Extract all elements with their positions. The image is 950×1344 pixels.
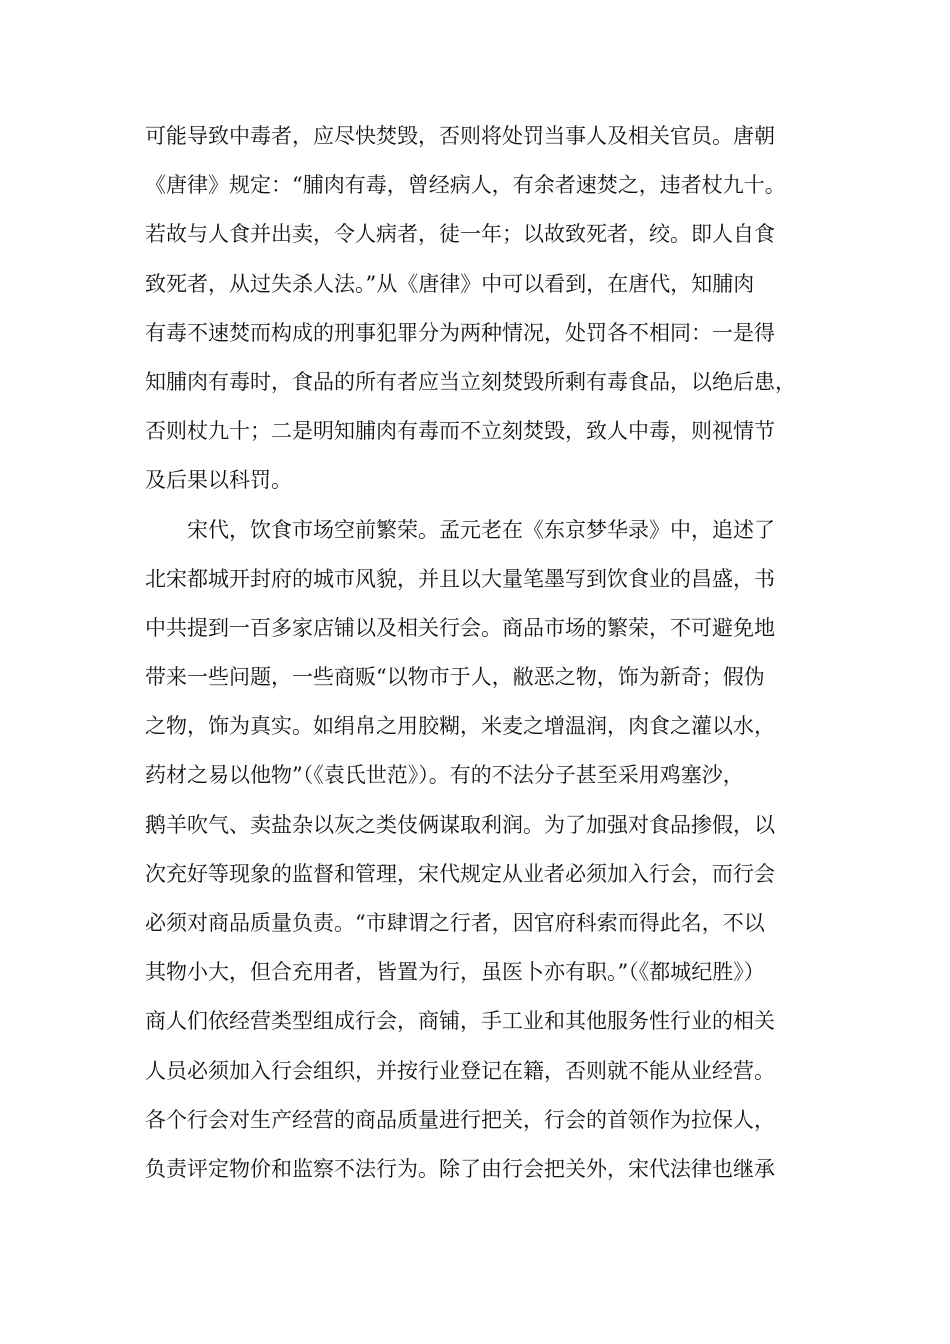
text-line: 致死者，从过失杀人法。”从《唐律》中可以看到，在唐代，知脯肉	[145, 271, 755, 296]
text-line: 带来一些问题，一些商贩“以物市于人，敝恶之物，饰为新奇；假伪	[145, 665, 765, 690]
text-line: 必须对商品质量负责。“市肆谓之行者，因官府科索而得此名，不以	[145, 911, 765, 935]
text-line: 中共提到一百多家店铺以及相关行会。商品市场的繁荣，不可避免地	[145, 615, 775, 640]
text-line: 其物小大，但合充用者，皆置为行，虽医卜亦有职。”（《都城纪胜》）	[145, 960, 765, 985]
text-line: 若故与人食并出卖，令人病者，徒一年；以故致死者，绞。即人自食	[145, 222, 775, 247]
text-line: 可能导致中毒者，应尽快焚毁，否则将处罚当事人及相关官员。唐朝	[145, 124, 775, 148]
text-line: 宋代，饮食市场空前繁荣。孟元老在《东京梦华录》中，追述了	[145, 517, 775, 542]
text-line: 各个行会对生产经营的商品质量进行把关，行会的首领作为拉保人，	[145, 1107, 775, 1132]
text-line: 次充好等现象的监督和管理，宋代规定从业者必须加入行会，而行会	[145, 861, 775, 886]
text-line: 鹅羊吹气、卖盐杂以灰之类伎俩谋取利润。为了加强对食品掺假，以	[145, 812, 775, 837]
text-line: 药材之易以他物”（《袁氏世范》）。有的不法分子甚至采用鸡塞沙，	[145, 763, 744, 788]
text-line: 人员必须加入行会组织，并按行业登记在籍，否则就不能从业经营。	[145, 1058, 775, 1083]
text-line: 否则杖九十；二是明知脯肉有毒而不立刻焚毁，致人中毒，则视情节	[145, 419, 775, 444]
body-text	[145, 112, 810, 1194]
text-line: 负责评定物价和监察不法行为。除了由行会把关外，宋代法律也继承	[145, 1156, 775, 1181]
text-line: 商人们依经营类型组成行会，商铺，手工业和其他服务性行业的相关	[145, 1009, 775, 1034]
text-line: 有毒不速焚而构成的刑事犯罪分为两种情况，处罚各不相同：一是得	[145, 320, 775, 345]
text-line: 北宋都城开封府的城市风貌，并且以大量笔墨写到饮食业的昌盛，书	[145, 566, 775, 591]
text-line: 《唐律》规定：“脯肉有毒，曾经病人，有余者速焚之，违者杖九十。	[145, 173, 786, 198]
text-line: 知脯肉有毒时，食品的所有者应当立刻焚毁所剩有毒食品，以绝后患，	[145, 369, 796, 394]
text-line: 及后果以科罚。	[145, 468, 292, 493]
text-line: 之物，饰为真实。如绢帛之用胶糊，米麦之增温润，肉食之灌以水，	[145, 714, 775, 739]
